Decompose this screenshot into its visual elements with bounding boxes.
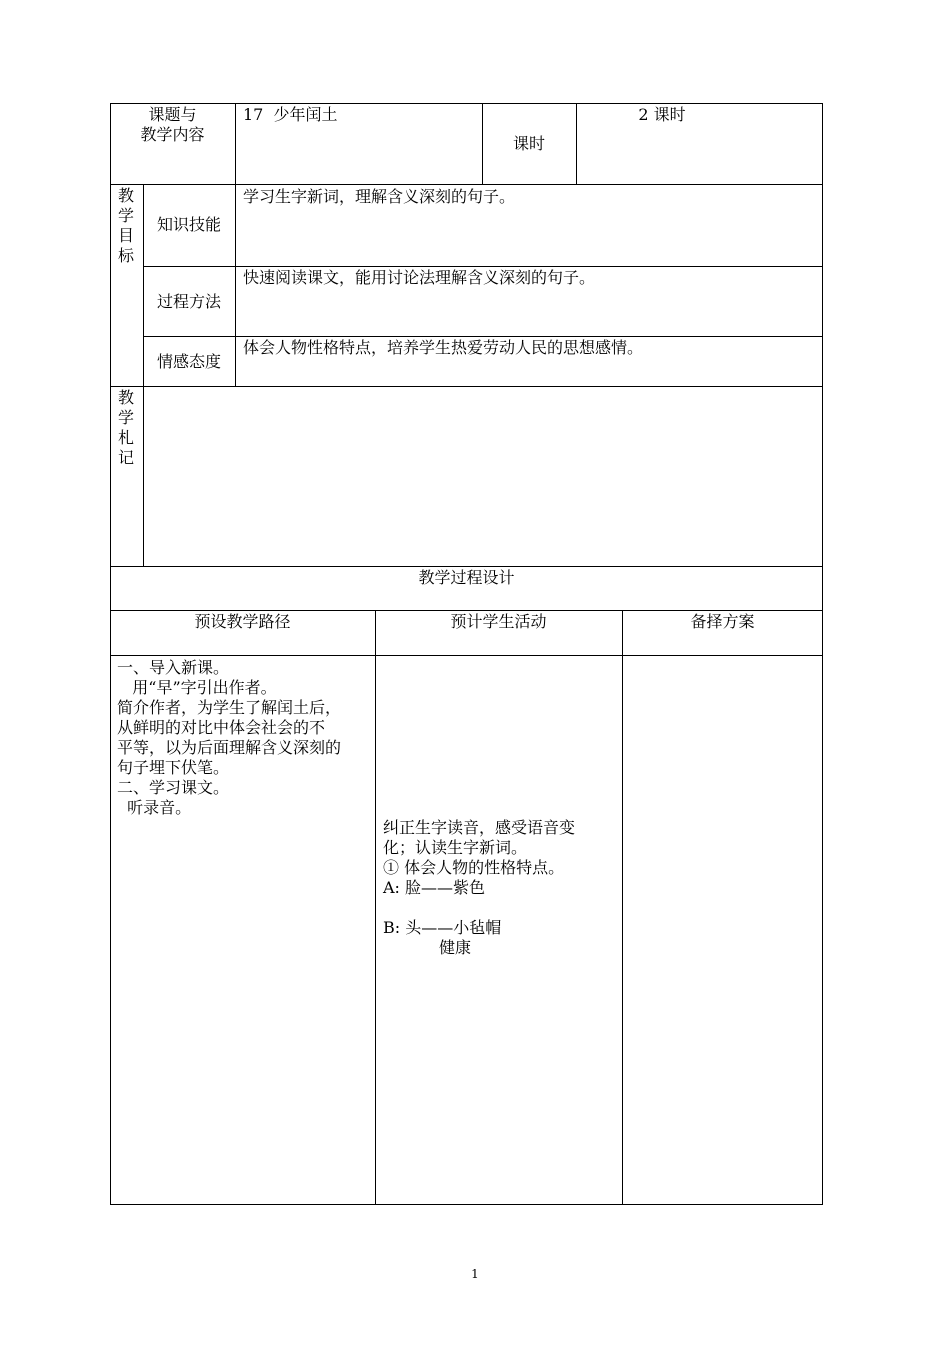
notes-label: 教学札记 <box>117 388 134 467</box>
col-divider-header-1 <box>235 103 236 184</box>
activity-line: A: 脸——紫色 <box>383 878 486 897</box>
knowledge-text: 学习生字新词，理解含义深刻的句子。 <box>243 187 516 206</box>
path-line: 二、学习课文。 <box>117 778 230 797</box>
path-line: 句子埋下伏笔。 <box>117 758 230 777</box>
period-label: 课时 <box>512 134 545 153</box>
col-divider-process-2 <box>622 610 623 1205</box>
activity-line: B: 头——小毡帽 <box>383 918 502 937</box>
col-divider-objective-sub <box>235 184 236 386</box>
path-line: 从鲜明的对比中体会社会的不 <box>117 718 326 737</box>
activity-line <box>383 898 575 918</box>
objectives-label: 教学目标 <box>117 186 134 265</box>
knowledge-label: 知识技能 <box>156 215 221 234</box>
row-divider-process-title <box>110 610 823 611</box>
teaching-path-content <box>117 658 341 818</box>
page-number: 1 <box>471 1267 479 1281</box>
path-line: 一、导入新课。 <box>117 658 230 677</box>
lesson-title: 17 少年闰土 <box>243 105 338 124</box>
row-divider-column-headers <box>110 655 823 656</box>
emotion-label: 情感态度 <box>156 352 221 371</box>
subject-label-line1: 课题与 <box>148 105 197 124</box>
path-line: 用“早”字引出作者。 <box>117 678 277 697</box>
row-divider-process <box>143 336 823 337</box>
col-divider-objective-label <box>143 184 144 566</box>
activity-line: 化；认读生字新词。 <box>383 838 528 857</box>
period-value: 2 课时 <box>638 105 686 124</box>
process-title: 教学过程设计 <box>418 568 515 587</box>
activity-line: 纠正生字读音，感受语音变 <box>383 818 576 837</box>
student-activity-content <box>383 818 575 958</box>
row-divider-notes <box>110 566 823 567</box>
path-line: 平等，以为后面理解含义深刻的 <box>117 738 342 757</box>
path-line: 简介作者，为学生了解闰土后， <box>117 698 342 717</box>
subject-label-line2: 教学内容 <box>140 125 205 144</box>
activity-line: ① 体会人物的性格特点。 <box>383 858 565 877</box>
process-label: 过程方法 <box>156 292 221 311</box>
emotion-text: 体会人物性格特点，培养学生热爱劳动人民的思想感情。 <box>243 338 644 357</box>
process-text: 快速阅读课文，能用讨论法理解含义深刻的句子。 <box>243 268 596 287</box>
col3-header: 备择方案 <box>690 612 755 631</box>
col2-header: 预计学生活动 <box>450 612 547 631</box>
row-divider-objectives <box>110 386 823 387</box>
col1-header: 预设教学路径 <box>194 612 291 631</box>
path-line: 听录音。 <box>117 798 192 817</box>
col-divider-process-1 <box>375 610 376 1205</box>
activity-line: 健康 <box>383 938 471 957</box>
row-divider-knowledge <box>143 266 823 267</box>
row-divider-header <box>110 184 823 185</box>
